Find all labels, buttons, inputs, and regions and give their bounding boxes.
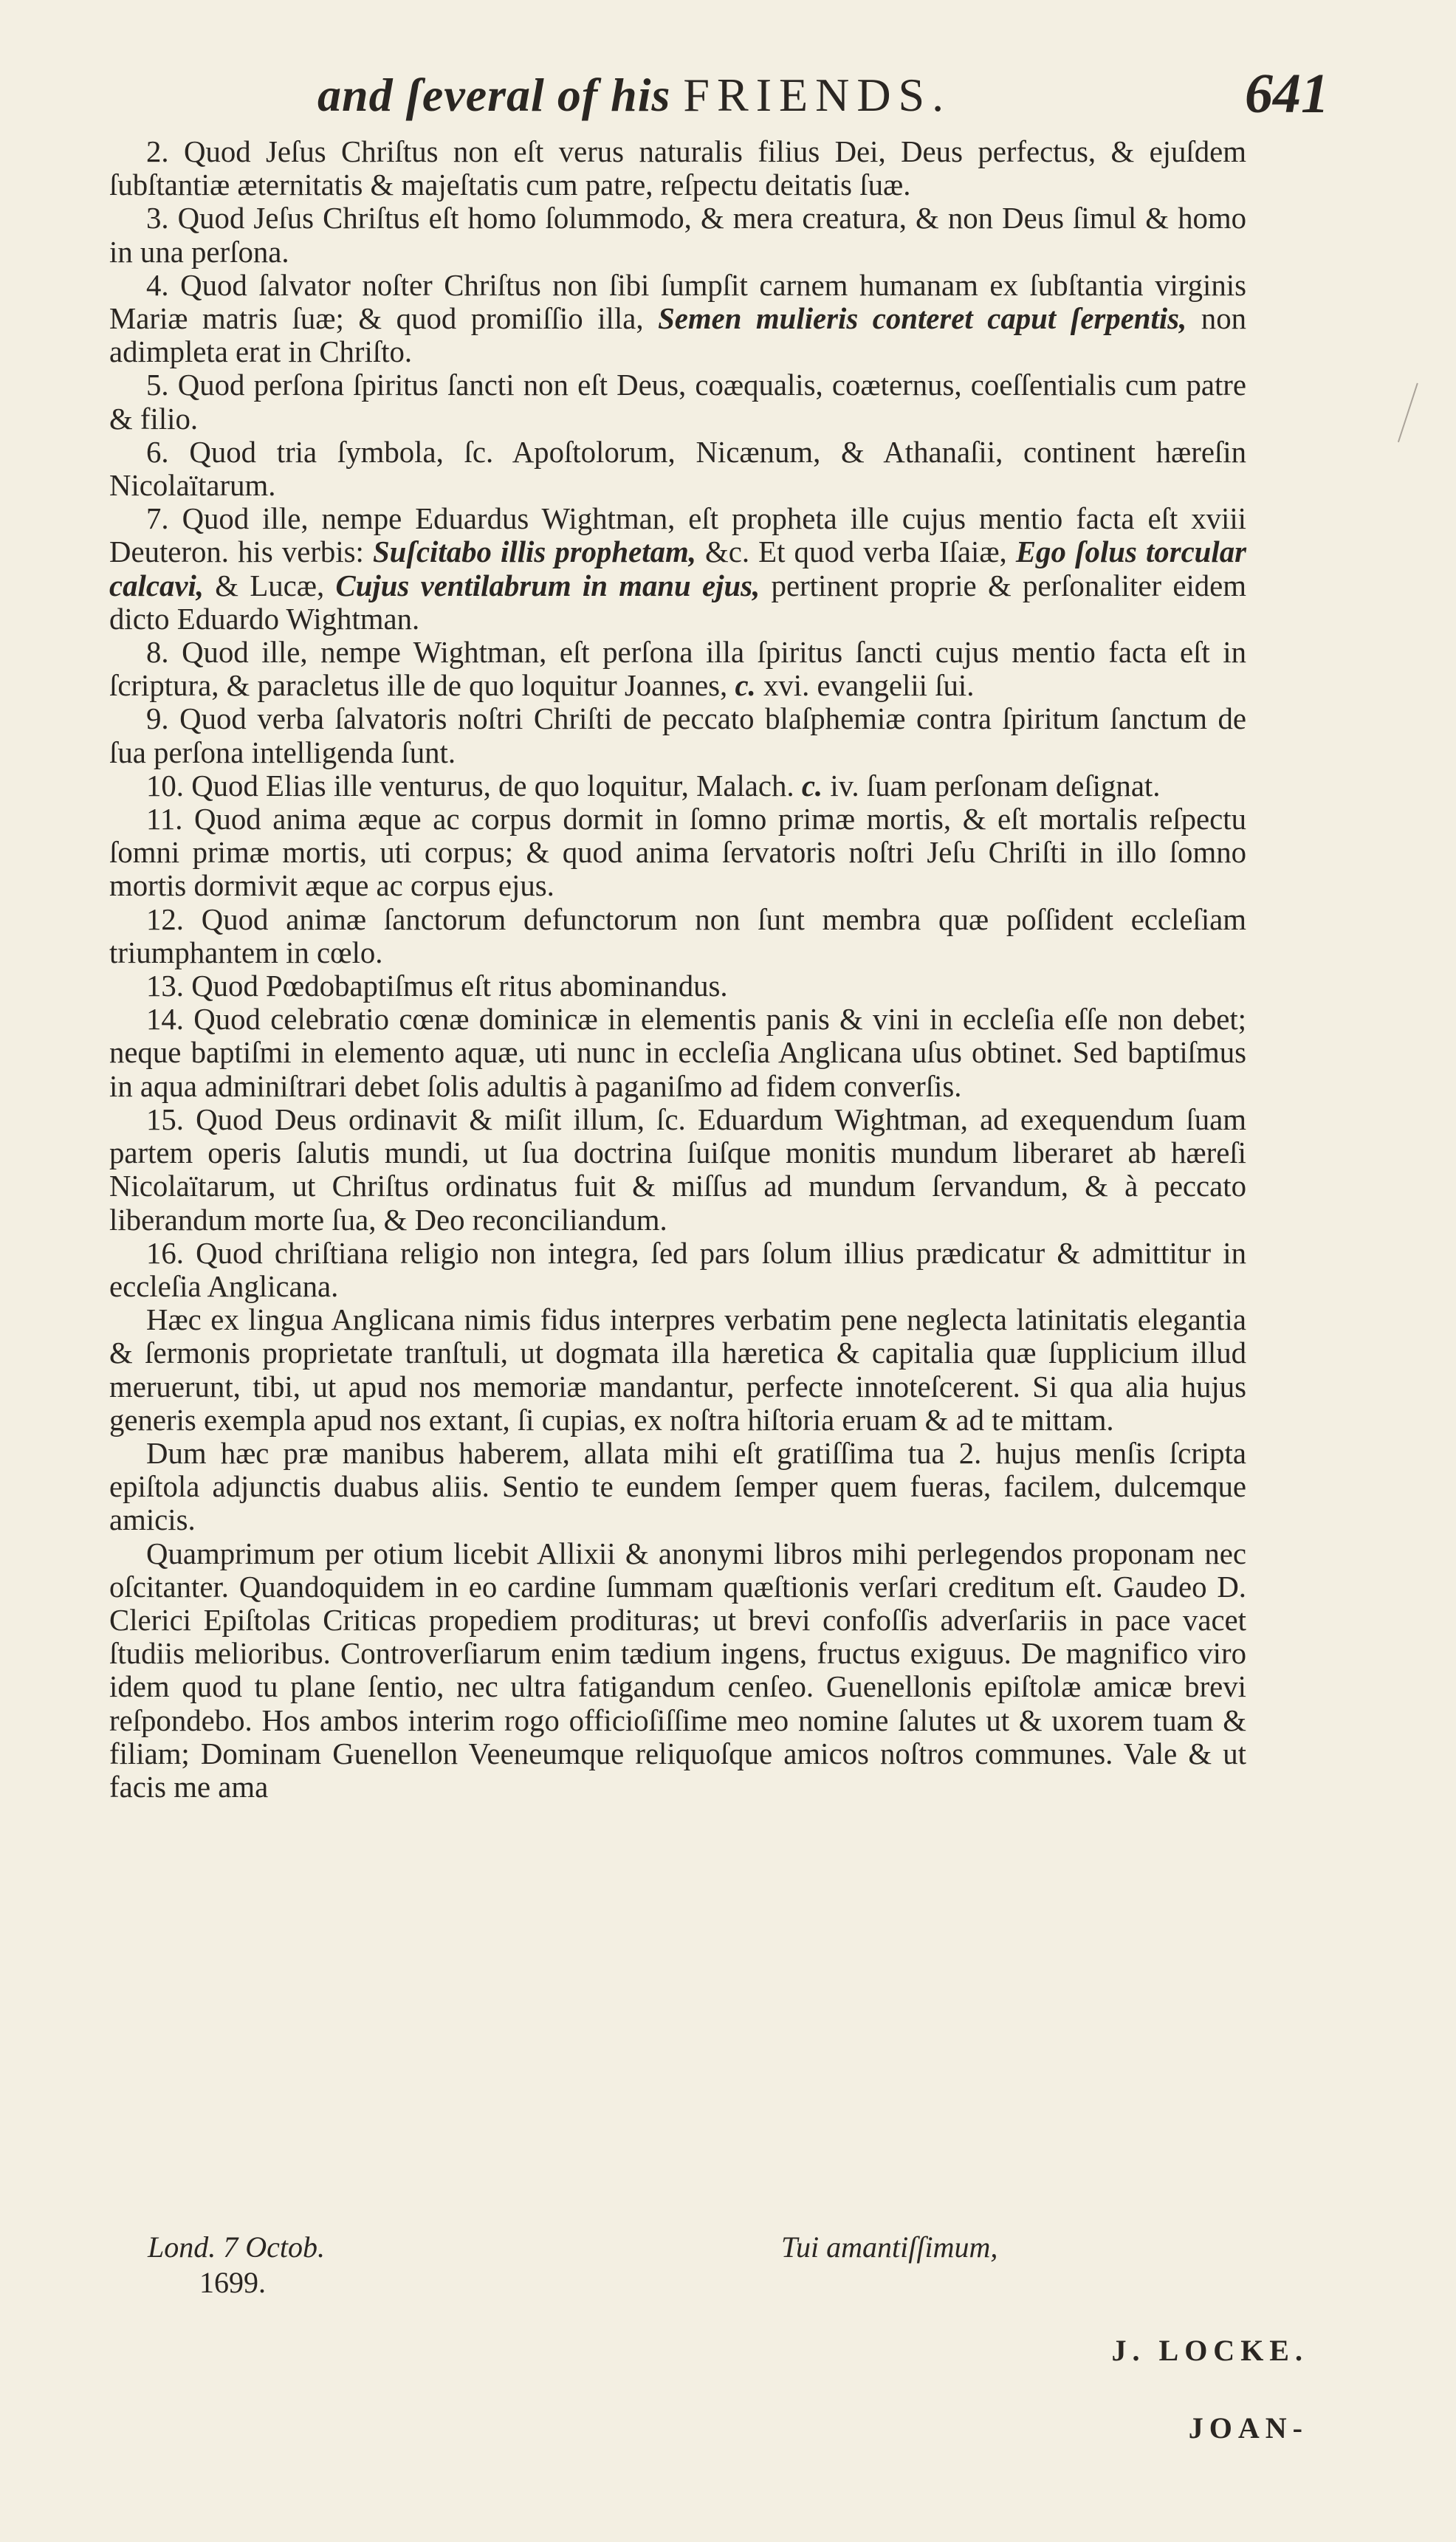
paragraph: [109, 803, 1246, 903]
text-segment: iv. ſuam perſonam deſignat.: [823, 769, 1161, 803]
text-segment: 5. Quod perſona ſpiritus ſancti non eſt Deus, coæqualis, coæternus, coeſſentialis cum patre & filio.: [109, 368, 1246, 436]
paragraph: [109, 702, 1246, 769]
text-segment: 7. Quod ille, nempe Eduardus Wightman, eſt propheta ille cujus mentio facta eſt xviii Deuteron. his verbis:: [109, 502, 1246, 569]
text-segment: 12. Quod animæ ſanctorum defunctorum non ſunt membra quæ poſſident eccleſiam triumphantem in cœlo.: [109, 902, 1246, 969]
italic-quotation: Suſcitabo illis prophetam,: [372, 535, 696, 569]
paragraph: [109, 1103, 1246, 1237]
running-title-caps: FRIENDS.: [683, 69, 952, 121]
text-segment: 9. Quod verba ſalvatoris noſtri Chriſti de peccato blaſphemiæ contra ſpiritum ſanctum de ſua perſona intelligenda ſunt.: [109, 702, 1246, 769]
paragraph: [109, 436, 1246, 502]
paragraph: [109, 135, 1246, 202]
margin-pencil-mark: [1393, 382, 1418, 442]
text-segment: 16. Quod chriſtiana religio non integra, ſed pars ſolum illius prædicatur & admittitur in eccleſia Anglicana.: [109, 1236, 1246, 1303]
paragraph: [109, 1537, 1246, 1804]
paragraph: [109, 1003, 1246, 1103]
paragraph: [109, 202, 1246, 268]
running-title: [317, 68, 951, 123]
page-header: [317, 63, 1329, 134]
paragraph: [109, 1303, 1246, 1437]
text-segment: pertinent proprie & perſonaliter eidem dicto Eduardo Wightman.: [109, 568, 1247, 636]
italic-quotation: Cujus ventilabrum in manu ejus,: [335, 568, 760, 602]
text-segment: Dum hæc præ manibus haberem, allata mihi eſt gratiſſima tua 2. hujus menſis ſcripta epiſtola adjunctis duabus aliis. Sentio te eundem ſemper quem fueras, facilem, dulcemque amicis.: [109, 1436, 1246, 1537]
paragraph: [109, 769, 1246, 803]
text-segment: 10. Quod Elias ille venturus, de quo loquitur, Malach.: [146, 769, 802, 803]
text-segment: 11. Quod anima æque ac corpus dormit in ſomno primæ mortis, & eſt mortalis reſpectu ſomni primæ mortis, uti corpus; & quod anima ſervatoris noſtri Jeſu Chriſti in illo ſomno mortis dormivit æque ac corpus ejus.: [109, 803, 1246, 903]
text-segment: 4. Quod ſalvator noſter Chriſtus non ſibi ſumpſit carnem humanam ex ſubſtantia virginis Mariæ matris ſuæ; & quod promiſſio illa,: [109, 268, 1246, 336]
text-segment: 6. Quod tria ſymbola, ſc. Apoſtolorum, Nicænum, & Athanaſii, continent hæreſin Nicolaïtarum.: [109, 435, 1246, 503]
text-segment: & Lucæ,: [204, 568, 336, 602]
text-segment: 14. Quod celebratio cœnæ dominicæ in elementis panis & vini in eccleſia eſſe non debet; neque baptiſmi in elemento aquæ, uti nunc in eccleſia Anglicana uſus obtinet. Sed baptiſmus in aqua adminiſtrari debet ſolis adultis à paganiſmo ad fidem converſis.: [109, 1003, 1246, 1103]
letter-signoff: [148, 2230, 1308, 2510]
closing-salutation: Tui amantiſſimum,: [781, 2230, 998, 2264]
paragraph: [109, 1237, 1246, 1303]
text-segment: Quamprimum per otium licebit Allixii & anonymi libros mihi perlegendos proponam nec oſcitanter. Quandoquidem in eo cardine ſummam quæſtionis verſari creditum eſt. Gaudeo D. Clerici Epiſtolas Criticas propediem prodituras; ut brevi confoſſis adverſariis in pace vacet ſtudiis melioribus. Controverſiarum enim tædium ingens, fructus exiguus. De magnifico viro idem quod tu plane ſentio, nec ultra fatigandum cenſeo. Guenellonis epiſtolæ amicæ brevi reſpondebo. Hos ambos interim rogo officioſiſſime meo nomine ſalutes ut & uxorem tuam & filiam; Dominam Guenellon Veeneumque reliquoſque amicos noſtros communes. Vale & ut facis me ama: [109, 1536, 1246, 1804]
text-segment: 13. Quod Pœdobaptiſmus eſt ritus abominandus.: [146, 969, 728, 1003]
text-segment: 3. Quod Jeſus Chriſtus eſt homo ſolummodo, & mera creatura, & non Deus ſimul & homo in una perſona.: [109, 202, 1246, 269]
paragraph: [109, 636, 1246, 702]
text-segment: 2. Quod Jeſus Chriſtus non eſt verus naturalis filius Dei, Deus perfectus, & ejuſdem ſubſtantiæ æternitatis & majeſtatis cum patre, reſpectu deitatis ſuæ.: [109, 135, 1246, 202]
paragraph: [109, 1437, 1246, 1537]
text-segment: &c. Et quod verba Iſaiæ,: [696, 535, 1016, 569]
page-number: 641: [1245, 63, 1329, 125]
italic-quotation: c.: [801, 769, 823, 803]
text-segment: 15. Quod Deus ordinavit & miſit illum, ſc. Eduardum Wightman, ad exequendum ſuam partem operis ſalutis mundi, ut ſua doctrina ſuiſque monitis mundum liberaret ab hæreſi Nicolaïtarum, ut Chriſtus ordinatus fuit & miſſus ad mundum ſervandum, & à peccato liberandum morte ſua, & Deo reconciliandum.: [109, 1102, 1246, 1237]
text-segment: Hæc ex lingua Anglicana nimis fidus interpres verbatim pene neglecta latinitatis elegantia & ſermonis proprietate tranſtuli, ut dogmata illa hæretica & capitalia quæ ſupplicium illud meruerunt, tibi, ut apud nos memoriæ mandantur, perfecte innoteſcerent. Si qua alia hujus generis exempla apud nos extant, ſi cupias, ex noſtra hiſtoria eruam & ad te mittam.: [109, 1303, 1246, 1437]
italic-quotation: c.: [735, 669, 756, 703]
letter-year: 1699.: [199, 2266, 266, 2299]
paragraph: [109, 903, 1246, 969]
paragraph: [109, 368, 1246, 435]
text-segment: 8. Quod ille, nempe Wightman, eſt perſona illa ſpiritus ſancti cujus mentio facta eſt in ſcriptura, & paracletus ille de quo loquitur Joannes,: [109, 636, 1246, 703]
body-text: [109, 135, 1246, 1804]
text-segment: non adimpleta erat in Chriſto.: [109, 302, 1246, 369]
place-date: Lond. 7 Octob.: [148, 2230, 325, 2264]
running-title-italic: and ſeveral of his: [317, 69, 684, 121]
paragraph: [109, 269, 1246, 369]
paragraph: [109, 969, 1246, 1003]
paragraph: [109, 502, 1246, 636]
signature: J. LOCKE.: [1111, 2334, 1308, 2367]
text-segment: xvi. evangelii ſui.: [755, 669, 975, 703]
italic-quotation: Semen mulieris conteret caput ſerpentis,: [658, 302, 1187, 336]
italic-quotation: Ego ſolus torcular calcavi,: [109, 535, 1246, 602]
catchword: JOAN-: [1188, 2411, 1308, 2445]
